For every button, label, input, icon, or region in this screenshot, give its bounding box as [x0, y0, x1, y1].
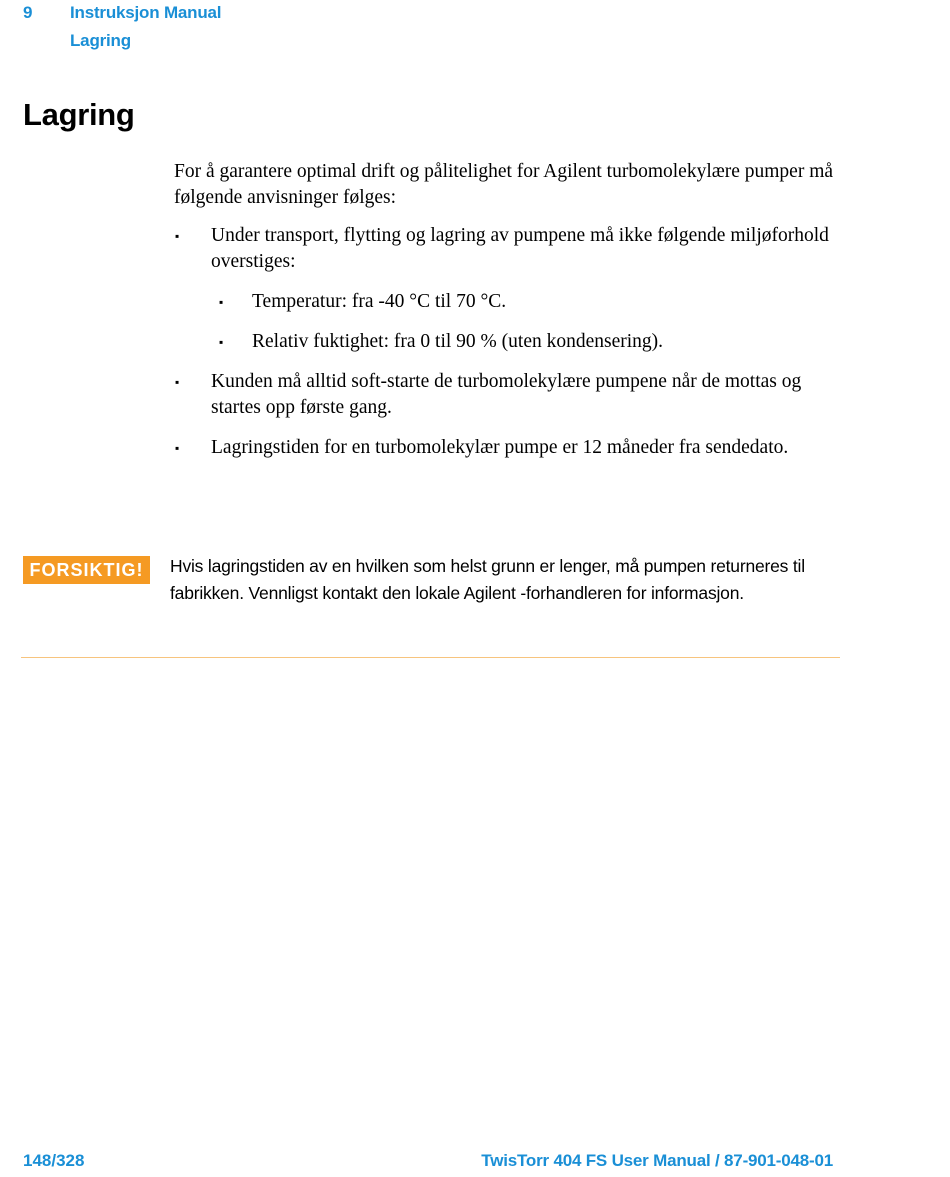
sublist-item-text: Relativ fuktighet: fra 0 til 90 % (uten kondensering). [252, 331, 664, 352]
sublist-item-text: Temperatur: fra -40 °C til 70 °C. [252, 291, 507, 312]
bullet-icon: ▪ [175, 229, 180, 243]
caution-badge: FORSIKTIG! [23, 556, 150, 584]
caution-text: Hvis lagringstiden av en hvilken som helst grunn er lenger, må pumpen returneres til fabrikken. Vennligst kontakt den lokale Agilent -forhandleren for informasjon. [170, 556, 805, 603]
bullet-icon: ▪ [219, 295, 224, 309]
bullet-icon: ▪ [175, 441, 180, 455]
page-number: 148/328 [23, 1151, 85, 1170]
caution-divider [21, 657, 840, 658]
list-item-text: Lagringstiden for en turbomolekylær pumpe er 12 måneder fra sendedato. [211, 437, 789, 458]
storage-list [174, 223, 834, 461]
page-title: Lagring [23, 97, 135, 132]
list-item-text: Under transport, flytting og lagring av pumpene må ikke følgende miljøforhold overstiges: [211, 225, 829, 272]
bullet-icon: ▪ [175, 375, 180, 389]
conditions-sublist [211, 289, 834, 355]
chapter-title: Instruksjon Manual [70, 3, 222, 22]
intro-paragraph: For å garantere optimal drift og pålitelighet for Agilent turbomolekylære pumper må følgende anvisninger følges: [174, 161, 834, 208]
list-item-text: Kunden må alltid soft-starte de turbomolekylære pumpene når de mottas og startes opp første gang. [211, 371, 802, 418]
sublist-item [214, 329, 834, 355]
list-item [174, 223, 834, 355]
bullet-icon: ▪ [219, 335, 224, 349]
chapter-number: 9 [23, 3, 33, 22]
list-item [174, 369, 834, 421]
sublist-item [214, 289, 834, 315]
document-title: TwisTorr 404 FS User Manual / 87-901-048-01 [481, 1151, 833, 1170]
list-item [174, 435, 834, 461]
section-title: Lagring [70, 31, 131, 50]
body-text [174, 159, 834, 475]
